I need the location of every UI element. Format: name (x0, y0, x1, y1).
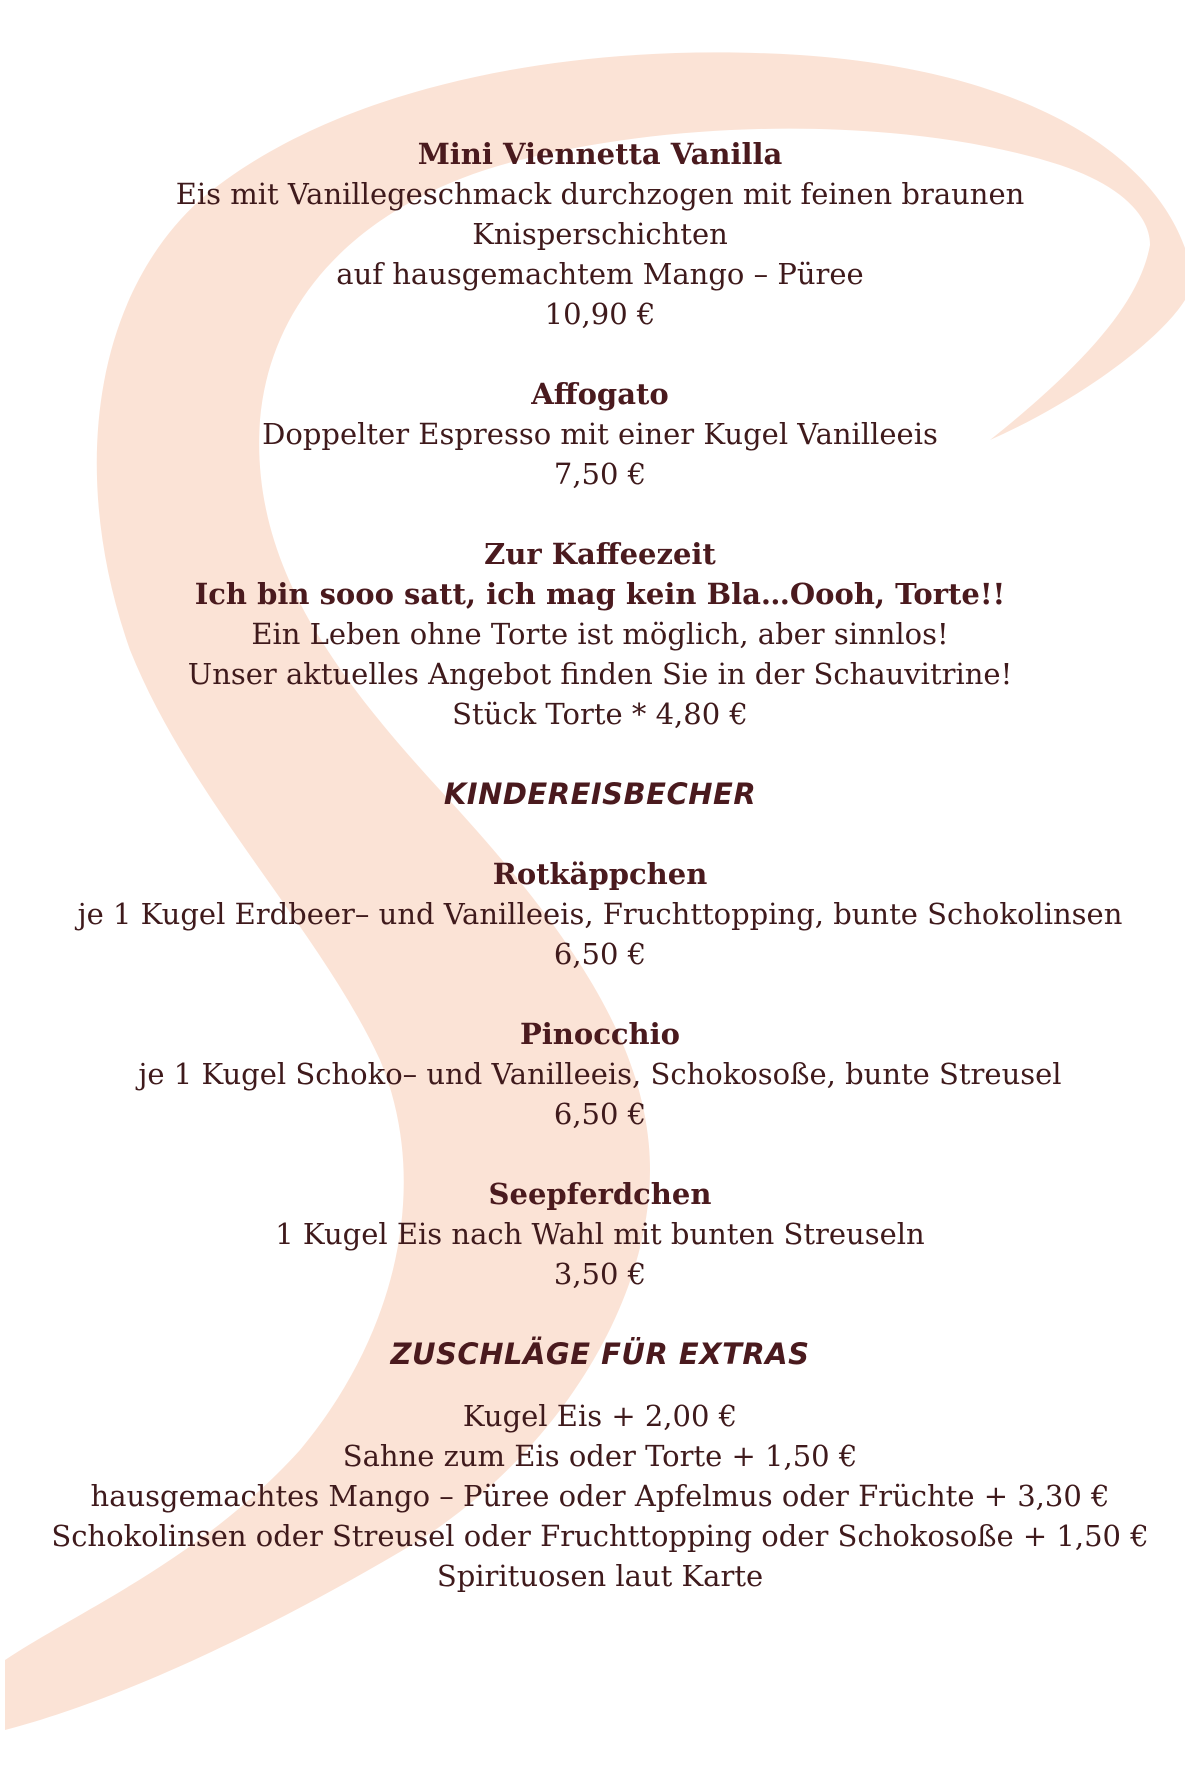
item-name: Pinocchio (519, 1017, 680, 1051)
item-price: 6,50 € (553, 937, 647, 971)
item-description: je 1 Kugel Schoko– und Vanilleeis, Schokosoße, bunte Streusel (138, 1057, 1062, 1091)
menu-item-affogato (0, 374, 1200, 494)
extras-line: hausgemachtes Mango – Püree oder Apfelmus oder Früchte + 3,30 € (90, 1479, 1110, 1513)
extras-line: Schokolinsen oder Streusel oder Fruchttopping oder Schokosoße + 1,50 € (51, 1519, 1149, 1553)
item-name: Zur Kaffeezeit (484, 537, 716, 571)
item-description: Unser aktuelles Angebot finden Sie in der Schauvitrine! (187, 657, 1013, 691)
item-description: Eis mit Vanillegeschmack durchzogen mit feinen braunen (175, 177, 1025, 211)
menu-item-rotkaeppchen (0, 854, 1200, 974)
menu-item-kaffeezeit (0, 534, 1200, 734)
kids-section (0, 774, 1200, 814)
section-heading: KINDEREISBECHER (443, 777, 757, 811)
item-description: Doppelter Espresso mit einer Kugel Vanilleeis (262, 417, 938, 451)
extras-line: Kugel Eis + 2,00 € (462, 1399, 738, 1433)
item-description: 1 Kugel Eis nach Wahl mit bunten Streuseln (275, 1217, 925, 1251)
menu-item-mini-viennetta (0, 134, 1200, 334)
item-description: Ein Leben ohne Torte ist möglich, aber sinnlos! (251, 617, 949, 651)
item-subtitle: Ich bin sooo satt, ich mag kein Bla…Oooh, Torte!! (194, 577, 1006, 611)
item-name: Mini Viennetta Vanilla (417, 137, 783, 171)
menu-item-pinocchio (0, 1014, 1200, 1134)
item-name: Seepferdchen (488, 1177, 712, 1211)
extras-line: Sahne zum Eis oder Torte + 1,50 € (342, 1439, 858, 1473)
menu-content (0, 134, 1200, 1636)
menu-item-seepferdchen (0, 1174, 1200, 1294)
item-name: Rotkäppchen (492, 857, 708, 891)
item-description: Knisperschichten (472, 217, 728, 251)
item-price: 3,50 € (553, 1257, 647, 1291)
extras-line: Spirituosen laut Karte (436, 1559, 764, 1593)
item-name: Affogato (531, 377, 669, 411)
extras-section (0, 1334, 1200, 1596)
item-price: 10,90 € (544, 297, 656, 331)
item-price: Stück Torte * 4,80 € (452, 697, 748, 731)
item-description: je 1 Kugel Erdbeer– und Vanilleeis, Fruchttopping, bunte Schokolinsen (77, 897, 1123, 931)
section-heading: ZUSCHLÄGE FÜR EXTRAS (390, 1337, 810, 1371)
item-price: 6,50 € (553, 1097, 647, 1131)
item-description: auf hausgemachtem Mango – Püree (336, 257, 864, 291)
item-price: 7,50 € (553, 457, 647, 491)
